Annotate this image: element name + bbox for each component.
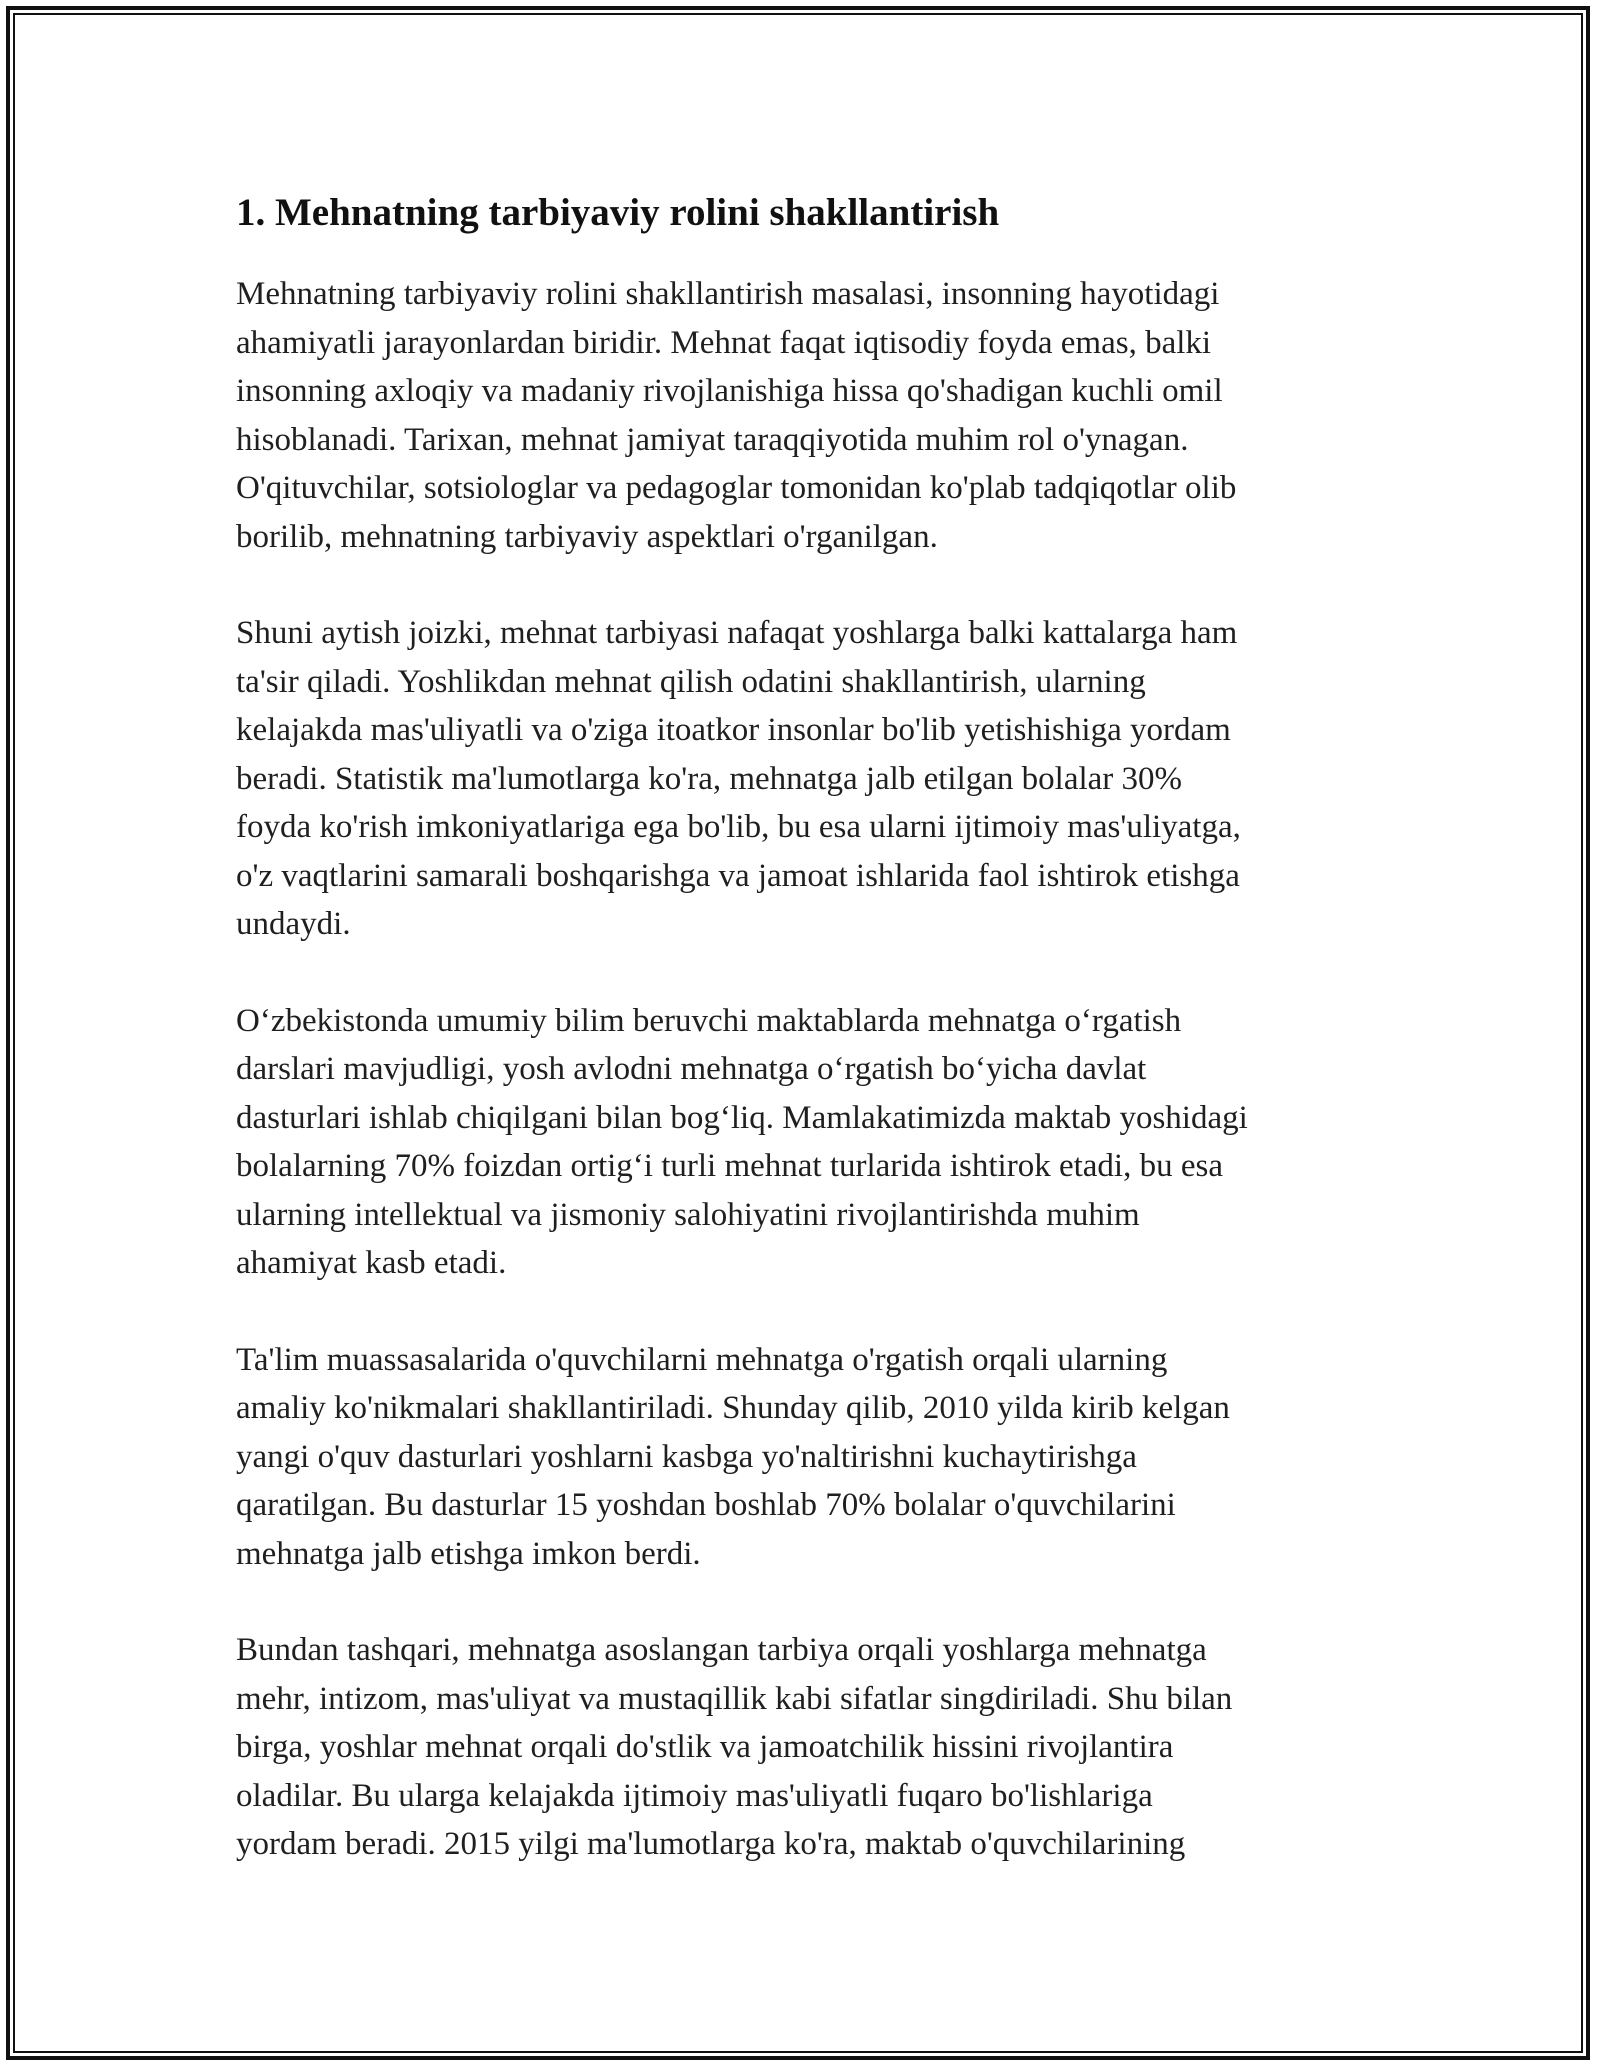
section-heading: 1. Mehnatning tarbiyaviy rolini shakllantirish xyxy=(236,191,1000,234)
paragraph-4: Ta'lim muassasalarida o'quvchilarni mehnatga o'rgatish orqali ularning amaliy ko'nikmalari shakllantiriladi. Shunday qilib, 2010 yilda kirib kelgan yangi o'quv dasturlari yoshlarni kasbga yo'naltirishni kuchaytirishga qaratilgan. Bu dasturlar 15 yoshdan boshlab 70% bolalar o'quvchilarini mehnatga jalb etishga imkon berdi. xyxy=(236,1341,1230,1572)
paragraph-2: Shuni aytish joizki, mehnat tarbiyasi nafaqat yoshlarga balki kattalarga ham ta'sir qiladi. Yoshlikdan mehnat qilish odatini shakllantirish, ularning kelajakda mas'uliyatli va o'ziga itoatkor insonlar bo'lib yetishishiga yordam beradi. Statistik ma'lumotlarga ko'ra, mehnatga jalb etilgan bolalar 30% foyda ko'rish imkoniyatlariga ega bo'lib, bu esa ularni ijtimoiy mas'uliyatga, o'z vaqtlarini samarali boshqarishga va jamoat ishlarida faol ishtirok etishga undaydi. xyxy=(236,615,1241,942)
document-body xyxy=(236,186,1366,1917)
paragraph-3: O‘zbekistonda umumiy bilim beruvchi maktablarda mehnatga o‘rgatish darslari mavjudligi, yosh avlodni mehnatga o‘rgatish bo‘yicha davlat dasturlari ishlab chiqilgani bilan bog‘liq. Mamlakatimizda maktab yoshidagi bolalarning 70% foizdan ortig‘i turli mehnat turlarida ishtirok etadi, bu esa ularning intellektual va jismoniy salohiyatini rivojlantirishda muhim ahamiyat kasb etadi. xyxy=(236,1002,1248,1281)
paragraph-1: Mehnatning tarbiyaviy rolini shakllantirish masalasi, insonning hayotidagi ahamiyatli jarayonlardan biridir. Mehnat faqat iqtisodiy foyda emas, balki insonning axloqiy va madaniy rivojlanishiga hissa qo'shadigan kuchli omil hisoblanadi. Tarixan, mehnat jamiyat taraqqiyotida muhim rol o'ynagan. O'qituvchilar, sotsiologlar va pedagoglar tomonidan ko'plab tadqiqotlar olib borilib, mehnatning tarbiyaviy aspektlari o'rganilgan. xyxy=(236,276,1237,555)
paragraph-5: Bundan tashqari, mehnatga asoslangan tarbiya orqali yoshlarga mehnatga mehr, intizom, mas'uliyat va mustaqillik kabi sifatlar singdiriladi. Shu bilan birga, yoshlar mehnat orqali do'stlik va jamoatchilik hissini rivojlantira oladilar. Bu ularga kelajakda ijtimoiy mas'uliyatli fuqaro bo'lishlariga yordam beradi. 2015 yilgi ma'lumotlarga ko'ra, maktab o'quvchilarining xyxy=(236,1632,1233,1862)
